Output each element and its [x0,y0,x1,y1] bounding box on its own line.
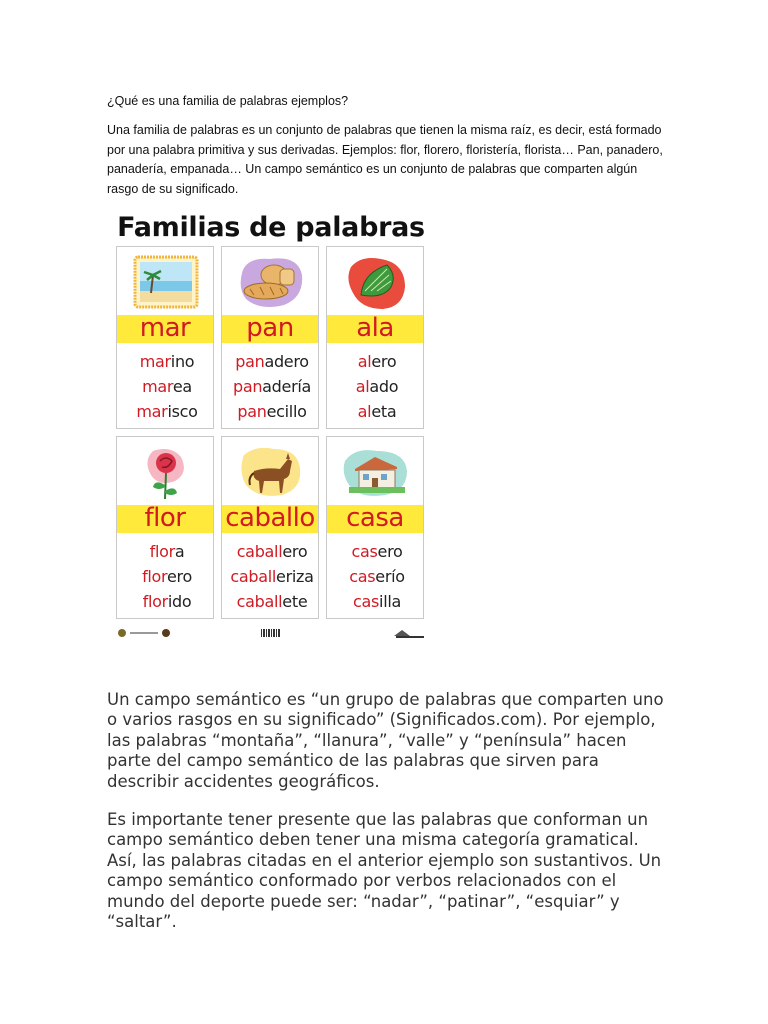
grammatical-category-paragraph: Es importante tener presente que las palabras que conforman un campo semántico deben tener una misma categoría gramatical. Así, las palabras citadas en el anterior ejemplo son sustantivos. Un campo semántico conformado por verbos relacionados con el mundo del deporte puede ser: “nadar”, “patinar”, “esquiar” y “saltar”. [107,810,662,932]
derivative-word: caballero [236,542,308,561]
root-word: flor [144,503,186,533]
derivative-word: casilla [353,592,401,611]
derivative-word: marisco [136,402,198,421]
derivatives-list [226,349,318,424]
derivatives-list [331,539,423,614]
card-ala [326,246,424,429]
root-word: mar [139,313,191,343]
derivative-word: marino [139,352,195,371]
horse-icon [236,443,306,501]
derivative-word: panadería [232,377,312,396]
publisher-logos [116,627,174,639]
beach-icon [131,253,201,311]
card-mar [116,246,214,429]
derivative-word: panecillo [237,402,307,421]
root-word: caballo [225,503,315,533]
derivatives-list [121,539,213,614]
derivative-word: florero [142,567,192,586]
derivative-word: flora [149,542,185,561]
derivative-word: aleta [357,402,397,421]
derivative-word: panadero [235,352,309,371]
card-caballo [221,436,319,619]
derivative-word: caballete [236,592,308,611]
root-word: pan [246,313,294,343]
card-flor [116,436,214,619]
root-word: casa [346,503,404,533]
poster-title: Familias de palabras [117,212,425,243]
root-word: ala [356,313,394,343]
derivative-word: alero [357,352,397,371]
derivative-word: caserío [349,567,405,586]
word-family-poster [110,206,432,642]
derivative-word: casero [351,542,403,561]
rose-icon [131,443,201,501]
card-casa [326,436,424,619]
derivative-word: marea [142,377,192,396]
semantic-field-paragraph: Un campo semántico es “un grupo de palabras que comparten uno o varios rasgos en su significado” (Significados.com). Por ejemplo, las palabras “montaña”, “llanura”, “valle” y “península” hacen parte del campo semántico de las palabras que sirven para describir accidentes geográficos. [107,690,664,791]
wing-icon [341,253,411,311]
barcode-icon [260,627,282,639]
question-heading: ¿Qué es una familia de palabras ejemplos? [107,94,349,108]
derivatives-list [226,539,318,614]
brand-logo [392,627,426,639]
derivative-word: alado [355,377,399,396]
derivative-word: caballeriza [230,567,314,586]
intro-paragraph: Una familia de palabras es un conjunto de palabras que tienen la misma raíz, es decir, está formado por una palabra primitiva y sus derivadas. Ejemplos: flor, florero, floristería, florista… Pan, panadero, panadería, empanada… Un campo semántico es un conjunto de palabras que comparten algún rasgo de su significado. [107,123,663,196]
bread-icon [236,253,306,311]
derivative-word: florido [142,592,192,611]
card-pan [221,246,319,429]
house-icon [341,443,411,501]
derivatives-list [121,349,213,424]
derivatives-list [331,349,423,424]
